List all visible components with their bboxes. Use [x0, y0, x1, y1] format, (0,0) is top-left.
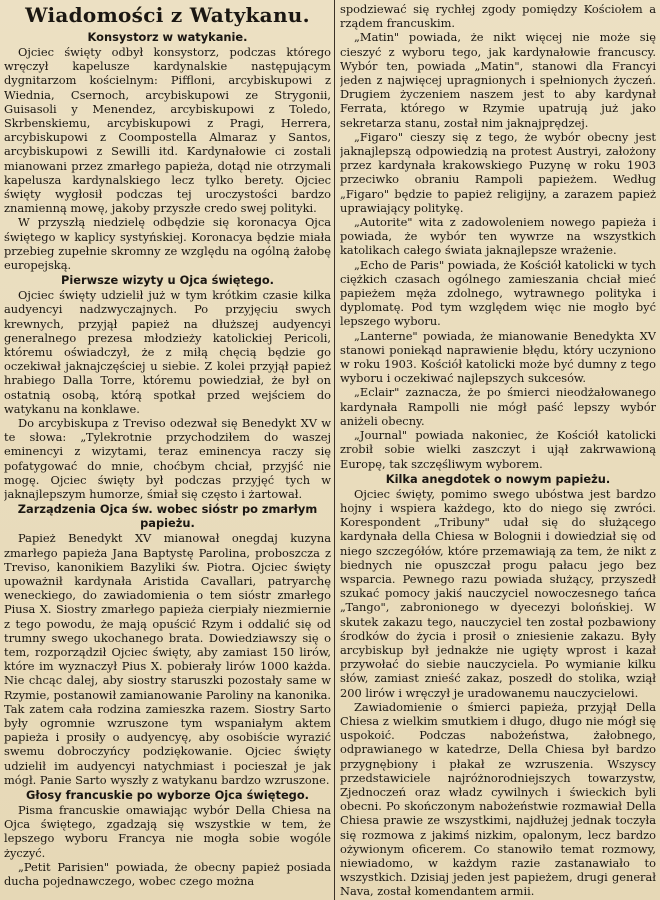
paragraph: Do arcybiskupa z Treviso odezwał się Benedykt XV w te słowa: „Tylekrotnie przychodziłem do waszej eminencyi z wizytami, teraz eminencya raczy się pofatygować do mnie, choćbym chciał, przyjść nie mogę. Ojciec święty był podczas przyjęć tych w jaknajlepszym humorze, śmiał się często i żartował. — [4, 416, 331, 502]
page-title: Wiadomości z Watykanu. — [25, 3, 310, 27]
paragraph: „Eclair" zaznacza, że po śmierci nieodżałowanego kardynała Rampolli nie mógł paść lepszy wybór aniżeli obecny. — [340, 385, 656, 428]
paragraph: „Figaro" cieszy się z tego, że wybór obecny jest jaknajlepszą odpowiedzią na protest Austryi, założony przez kardynała krakowskiego Puzynę w roku 1903 przeciwko obraniu Rampoli papieżem. Według „Figaro" będzie to papież religijny, a zarazem papież uprawiający politykę. — [340, 129, 656, 215]
paragraph: „Journal" powiada nakoniec, że Kościół katolicki zrobił sobie wielki zaszczyt i ujął zakrwawioną Europę, tak szczęśliwym wyborem. — [340, 428, 656, 471]
paragraph: Ojciec święty udzielił już w tym krótkim czasie kilka audyencyi nadzwyczajnych. Po przyjęciu swych krewnych, przyjął papież na dłuższej audyencyi generalnego prezesa młodzieży katolickiej Pericoli, któremu oświadczył, że z miłą chęcią będzie go oczekiwał jaknajczęściej u siebie. Z kolei przyjął papież hrabiego Dalla Torre, któremu powiedział, że był on ostatnią osobą, którą spotkał przed wejściem do watykanu na konklawe. — [4, 288, 331, 416]
right-column — [340, 2, 656, 900]
paragraph: Ojciec święty odbył konsystorz, podczas którego wręczył kapelusze kardynalskie następującym dygnitarzom kościelnym: Piffloni, arcybiskupowi z Wiednia, Csernoch, arcybiskupowi ze Strygonii, Guisasoli y Menendez, arcybiskupowi z Toledo, Skrbenskiemu, arcybiskupowi z Pragi, Herrera, arcybiskupowi z Coompostella Almaraz y Santos, arcybiskupowi z Sewilli itd. Kardynałowie ci zostali mianowani przez zmarłego papieża, dotąd nie otrzymali kapelusza kardynalskiego lecz tylko berety. Ojciec święty wygłosił podczas tej uroczystości bardzo znamienną mowę, jakoby przyszłe credo swej polityki. — [4, 45, 331, 216]
paragraph: Pisma francuskie omawiając wybór Della Chiesa na Ojca świętego, zgadzają się wszystkie w tem, że lepszego wyboru Francya nie mogła sobie wogóle życzyć. — [4, 802, 331, 860]
paragraph: Papież Benedykt XV mianował onegdaj kuzyna zmarłego papieża Jana Baptystę Parolina, proboszcza z Treviso, kanonikiem Bazyliki św. Piotra. Ojciec święty upoważnił kardynała Aristida Cavallari, patryarchę weneckiego, do zawiadomienia o tem sióstr zmarłego Piusa X. Siostry zmarłego papieża cierpiały niezmiernie z tego powodu, że mają opuścić Rzym i oddalić się od trumny swego ukochanego brata. Dowiedziawszy się o tem, rozporządził Ojciec święty, aby zamiast 150 lirów, które im wyznaczył Pius X. pobierały lirów 1000 każda. Nie chcąc dalej, aby siostry staruszki pozostały same w Rzymie, postanowił zamianowanie Paroliny na kanonika. Tak zatem cała rodzina zamieszka razem. Siostry Sarto były ogromnie wzruszone tym wspaniałym aktem papieża i prosiły o audyencyę, aby osobiście wyrazić swemu dobroczyńcy podziękowanie. Ojciec święty udzielił im audyencyi natychmiast i pocieszał je jak mógł. Panie Sarto wyszły z watykanu bardzo wzruszone. — [4, 531, 331, 787]
paragraph: „Echo de Paris" powiada, że Kościół katolicki w tych ciężkich czasach ogólnego zamieszania chciał mieć papieżem męża zdolnego, wytrawnego polityka i dyplomatę. Pod tym względem więc nie mogło być lepszego wyboru. — [340, 257, 656, 329]
paragraph: Ojciec święty, pomimo swego ubóstwa jest bardzo hojny i wspiera każdego, kto do niego się zwróci. Korespondent „Tribuny" udał się do służącego kardynała della Chiesa w Bolognii i dowiedział się od niego szczegółów, które przemawiają za tem, że nikt z biednych nie opuszczał progu pałacu jego bez wsparcia. Pewnego razu powiada służący, przyszedł szukać pomocy jakiś nauczyciel nowoczesnego tańca „Tango", zabronionego w dyecezyi bolońskiej. W skutek zakazu tego, nauczyciel ten został pozbawiony środków do życia i prosił o zniesienie zakazu. Były arcybiskup był jednakże nie ugięty wprost i kazał przywołać do siebie nauczyciela. Po wymianie kilku słów, zamiast znieść zakaz, poszedł do stolika, wziął 200 lirów i wręczył je uradowanemu nauczycielowi. — [340, 486, 656, 700]
paragraph: „Lanterne" powiada, że mianowanie Benedykta XV stanowi poniekąd naprawienie błędu, który uczyniono w roku 1903. Kościół katolicki może być dumny z tego wyboru i oczekiwać najlepszych sukcesów. — [340, 328, 656, 386]
paragraph: „Matin" powiada, że nikt więcej nie może się cieszyć z wyboru tego, jak kardynałowie francuscy. Wybór ten, powiada „Matin", stanowi dla Francyi jeden z najwięcej upragnionych i spełnionych życzeń. Drugiem życzeniem naszem jest to aby kardynał Ferrata, którego w Rzymie upatrują już jako sekretarza stanu, został nim jaknajprędzej. — [340, 30, 656, 130]
section-heading-anecdotes: Kilka anegdotek o nowym papieżu. — [385, 471, 611, 486]
section-heading-consistory: Konsystorz w watykanie. — [87, 30, 248, 44]
paragraph: spodziewać się rychłej zgody pomiędzy Kościołem a rządem francuskim. — [340, 2, 656, 31]
paragraph: W przyszłą niedzielę odbędzie się koronacya Ojca świętego w kaplicy systyńskiej. Koronacya będzie miała przebieg zupełnie skromny ze względu na ogólną żałobę europejską. — [4, 215, 331, 273]
section-heading-french-voices: Głosy francuskie po wyborze Ojca świętego. — [26, 787, 309, 802]
paragraph: Zawiadomienie o śmierci papieża, przyjął Della Chiesa z wielkim smutkiem i długo, długo nie mógł się uspokoić. Podczas nabożeństwa, żałobnego, odprawianego w katedrze, Della Chiesa był bardzo przygnębiony i płakał ze wzruszenia. Wszyscy przedstawiciele najróżnorodniejszych towarzystw, Zjednoczeń oraz władz cywilnych i świeckich byli obecni. Po skończonym nabożeństwie rozmawiał Della Chiesa prawie ze wszystkimi, najdłużej jednak toczyła się rozmowa z jakimś nizkim, opalonym, lecz bardzo ożywionym oficerem. Co stanowiło temat rozmowy, niewiadomo, w każdym razie zastanawiało to wszystkich. Dzisiaj jeden jest papieżem, drugi generał Nava, został komendantem armii. — [340, 699, 656, 899]
column-divider — [334, 0, 335, 900]
paragraph: „Petit Parisien" powiada, że obecny papież posiada ducha pojednawczego, wobec czego można — [4, 859, 331, 888]
left-column — [4, 2, 331, 900]
section-heading-sisters: Zarządzenia Ojca św. wobec sióstr po zmarłym papieżu. — [17, 502, 318, 531]
paragraph: „Autorite" wita z zadowoleniem nowego papieża i powiada, że wybór ten wywrze na wszystkich katolikach całego świata jaknajlepsze wrażenie. — [340, 215, 656, 258]
section-heading-first-visits: Pierwsze wizyty u Ojca świętego. — [60, 273, 274, 288]
